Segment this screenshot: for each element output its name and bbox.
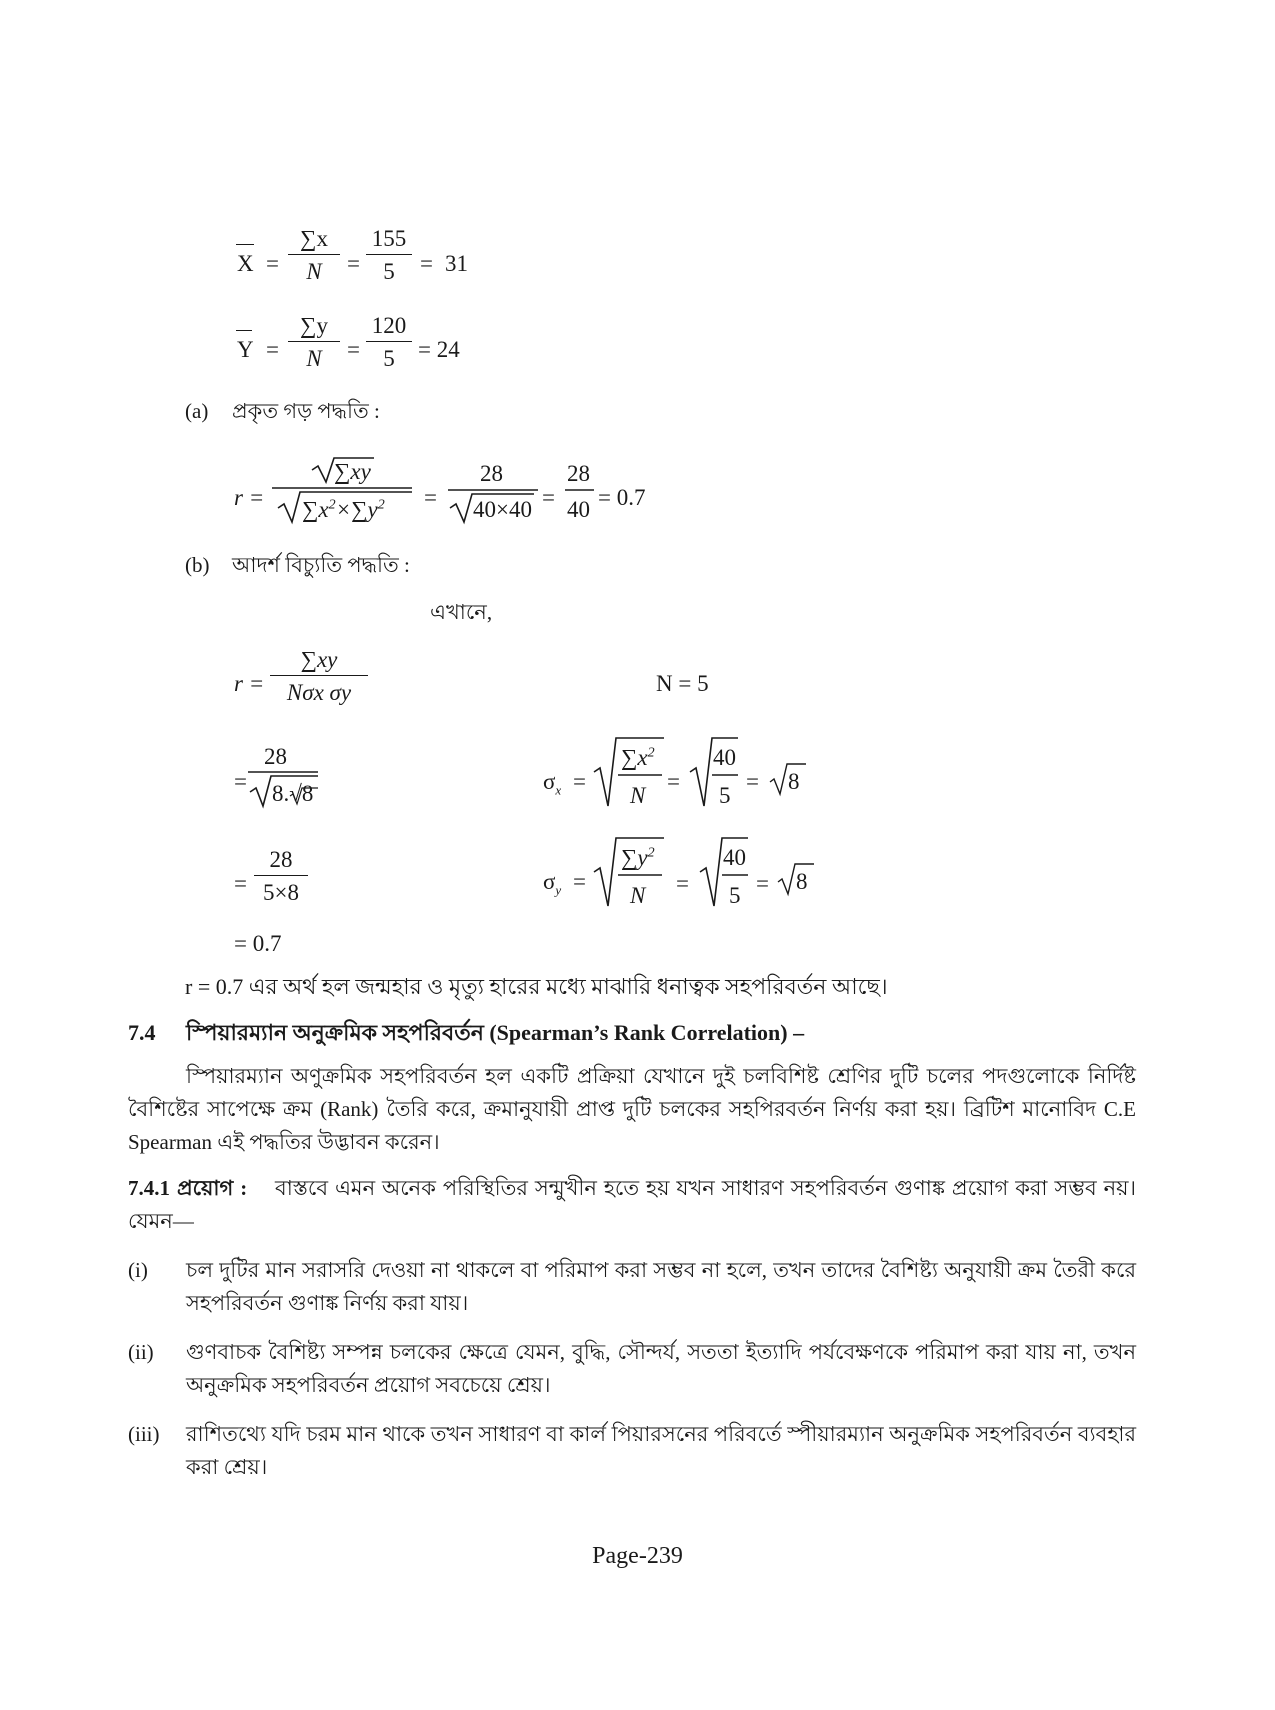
list-item [128,1254,1136,1320]
xbar-fraction-2-den: 5 [383,259,395,284]
ybar-result: = 24 [418,337,460,362]
sigma-x-den2: 5 [719,783,731,808]
equals-sign: = [420,251,433,276]
method-b-r-lhs: r = [234,671,265,696]
method-a-result: = 0.7 [598,485,646,510]
sigma-y-num-text: ∑y [621,845,648,870]
ybar-fraction-1-num: ∑y [288,314,340,342]
step3-result: = 0.7 [234,931,282,956]
sigma-x-den: N [630,783,646,808]
equals-sign: = [234,871,247,896]
sigma-y-num: $\sum y^2$ [621,845,655,870]
equals-sign: = [573,869,586,894]
equals-sign: = [676,871,689,896]
equals-sign: = [746,769,759,794]
list-item-label: (ii) [128,1340,154,1364]
xbar-fraction-2-num: 155 [366,227,412,255]
equals-sign: = [234,769,247,794]
section-number: 7.4 [128,1020,156,1045]
sigma-x-num2: 40 [713,745,736,770]
method-b-here: এখানে, [430,600,493,624]
interpretation: r = 0.7 এর অর্থ হল জন্মহার ও মৃত্যু হারের মধ্যে মাঝারি ধনাত্বক সহপরিবর্তন আছে। [185,974,888,999]
xbar-result: 31 [445,251,468,276]
sigma-x-symbol: σ [543,769,556,794]
list-item-text: গুণবাচক বৈশিষ্ট্য সম্পন্ন চলকের ক্ষেত্রে যেমন, বুদ্ধি, সৌন্দর্য, সততা ইত্যাদি পর্যবেক্ষণকে পরিমাপ করা যায় না, তখন অনুক্রমিক সহপরিবর্তন প্রয়োগ সবচেয়ে শ্রেয়। [186,1340,1136,1397]
list-item [128,1418,1136,1484]
ybar-label: Y [237,337,254,362]
method-a-den1-a: ∑x [302,497,329,522]
equals-sign: = [667,769,680,794]
method-a-label: (a) [185,399,209,423]
sigma-x-num-text: ∑x [621,745,648,770]
n-equals: N = 5 [656,671,709,696]
subsection-number: 7.4.1 প্রয়োগ : [128,1176,248,1200]
sigma-y-den: N [630,883,646,908]
method-b-title: আদর্শ বিচ্যুতি পদ্ধতি : [232,553,410,577]
section-paragraph: স্পিয়ারম্যান অণুক্রমিক সহপরিবর্তন হল একটি প্রক্রিয়া যেখানে দুই চলবিশিষ্ট শ্রেণির দুটি চলের পদগুলোকে নির্দিষ্ট বৈশিষ্টের সাপেক্ষে ক্রম (Rank) তৈরি করে, ক্রমানুযায়ী প্রাপ্ত দুটি চলকের সহপিরবর্তন নির্ণয় করা হয়। ব্রিটিশ মানোবিদ C.E Spearman এই পদ্ধতির উদ্ভাবন করেন। [128,1064,1136,1154]
step2-num: 28 [254,848,308,876]
step1-num: 28 [264,744,287,769]
xbar-fraction-1-num: ∑x [288,227,340,255]
equals-sign: = [542,485,555,510]
list-item-text: চল দুটির মান সরাসরি দেওয়া না থাকলে বা পরিমাপ করা সম্ভব না হলে, তখন তাদের বৈশিষ্ট্য অনুযায়ী ক্রম তৈরী করে সহপরিবর্তন গুণাঙ্ক নির্ণয় করা যায়। [186,1258,1136,1315]
sigma-y-den2: 5 [729,883,741,908]
sigma-x-sub: x [555,782,562,798]
ybar-fraction-2-den: 5 [383,346,395,371]
equals-sign: = [573,769,586,794]
method-a-title: প্রকৃত গড় পদ্ধতি : [232,399,380,423]
subsection-paragraph [128,1172,1136,1238]
method-a-num2: 28 [480,461,503,486]
sigma-y-sub: y [555,882,562,898]
xbar-label: X [237,251,254,276]
equals-sign: = [347,337,360,362]
ybar-fraction-2-num: 120 [366,314,412,342]
list-item-label: (i) [128,1258,148,1282]
section-title: স্পিয়ারম্যান অনুক্রমিক সহপরিবর্তন (Spearman’s Rank Correlation) – [186,1020,805,1045]
method-b-r-num: ∑xy [270,648,368,676]
r-lhs: r = [234,485,265,510]
xbar-fraction-1-den: N [306,259,322,284]
step1-den: 8.√8 [272,781,314,806]
equals-sign: = [347,251,360,276]
equals-sign: = [756,871,769,896]
list-item-text: রাশিতথ্যে যদি চরম মান থাকে তখন সাধারণ বা কার্ল পিয়ারসনের পরিবর্তে স্পীয়ারম্যান অনুক্রমিক সহপরিবর্তন ব্যবহার করা শ্রেয়। [186,1422,1136,1479]
subsection-intro: বাস্তবে এমন অনেক পরিস্থিতির সন্মুখীন হতে হয় যখন সাধারণ সহপরিবর্তন গুণাঙ্ক প্রয়োগ করা সম্ভব নয়। যেমন— [128,1176,1136,1233]
list-item [128,1336,1136,1402]
sigma-x-result: 8 [788,769,800,794]
sigma-y-result: 8 [796,869,808,894]
list-item-label: (iii) [128,1422,160,1446]
page-number: Page-239 [592,1543,683,1569]
method-b-r-den: Nσx σy [286,680,352,705]
method-a-den2: 40×40 [473,497,532,522]
method-a-den1-b: ×∑y [335,497,378,522]
equals-sign: = [424,485,437,510]
method-a-den1: $\sum x^2\times\sum y^2$ [302,497,385,522]
sigma-y-num2: 40 [723,845,746,870]
method-a-den3: 40 [567,497,590,522]
equals-sign: = [266,251,279,276]
equals-sign: = [266,337,279,362]
step2-den: 5×8 [263,880,299,905]
ybar-fraction-1-den: N [306,346,322,371]
method-a-num1: ∑xy [334,459,371,484]
sigma-x-num: $\sum x^2$ [621,745,655,770]
sigma-y-symbol: σ [543,869,556,894]
method-a-num3: 28 [567,461,590,486]
method-b-label: (b) [185,553,210,577]
